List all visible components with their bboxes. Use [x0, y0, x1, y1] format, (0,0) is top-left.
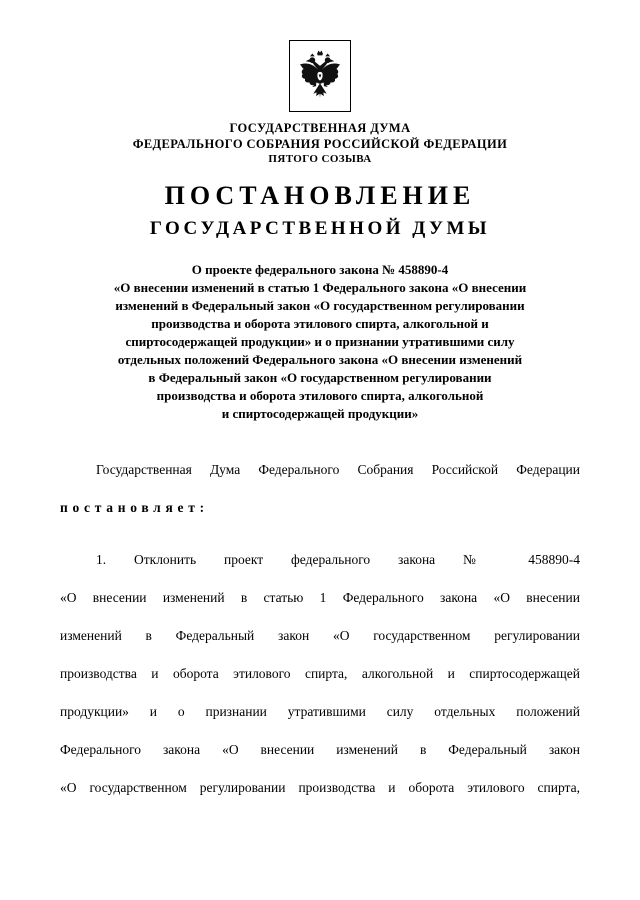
- coat-of-arms-box: [289, 40, 351, 112]
- document-title-block: [0, 181, 640, 241]
- resolution-subject: [0, 261, 640, 423]
- subject-line: производства и оборота этилового спирта, алкогольной и: [151, 316, 489, 331]
- body-intro-line: Государственная Дума Федерального Собрания Российской Федерации: [96, 462, 580, 477]
- body-line: продукции» и о признании утратившими силу отдельных положений: [60, 704, 580, 719]
- document-type-title: ПОСТАНОВЛЕНИЕ: [164, 181, 476, 210]
- body-line: производства и оборота этилового спирта, алкогольной и спиртосодержащей: [60, 666, 580, 681]
- subject-line: и спиртосодержащей продукции»: [221, 406, 419, 421]
- body-line: «О государственном регулировании производства и оборота этилового спирта,: [60, 780, 580, 795]
- document-header: [0, 120, 640, 167]
- resolution-body: [60, 451, 580, 807]
- subject-line: изменений в Федеральный закон «О государственном регулировании: [115, 298, 525, 313]
- org-name-line: ГОСУДАРСТВЕННАЯ ДУМА: [229, 121, 411, 135]
- subject-line: в Федеральный закон «О государственном регулировании: [148, 370, 492, 385]
- convocation-line: ПЯТОГО СОЗЫВА: [268, 153, 372, 165]
- resolution-item-1: [60, 541, 580, 807]
- body-line: Федерального закона «О внесении изменений в Федеральный закон: [60, 742, 580, 757]
- subject-line: спиртосодержащей продукции» и о признании утратившими силу: [125, 334, 515, 349]
- body-line: «О внесении изменений в статью 1 Федерального закона «О внесении: [60, 590, 580, 605]
- subject-line: производства и оборота этилового спирта, алкогольной: [156, 388, 484, 403]
- russian-coat-of-arms-icon: [296, 48, 344, 104]
- decree-word: постановляет:: [60, 500, 209, 515]
- document-issuer-title: ГОСУДАРСТВЕННОЙ ДУМЫ: [149, 218, 491, 239]
- subject-line: «О внесении изменений в статью 1 Федерального закона «О внесении: [113, 280, 527, 295]
- subject-line: отдельных положений Федерального закона «О внесении изменений: [117, 352, 523, 367]
- body-line: 1. Отклонить проект федерального закона № 458890-4: [96, 552, 580, 567]
- subject-line: О проекте федерального закона № 458890-4: [191, 262, 449, 277]
- body-line: изменений в Федеральный закон «О государственном регулировании: [60, 628, 580, 643]
- org-parent-line: ФЕДЕРАЛЬНОГО СОБРАНИЯ РОССИЙСКОЙ ФЕДЕРАЦИИ: [132, 137, 508, 151]
